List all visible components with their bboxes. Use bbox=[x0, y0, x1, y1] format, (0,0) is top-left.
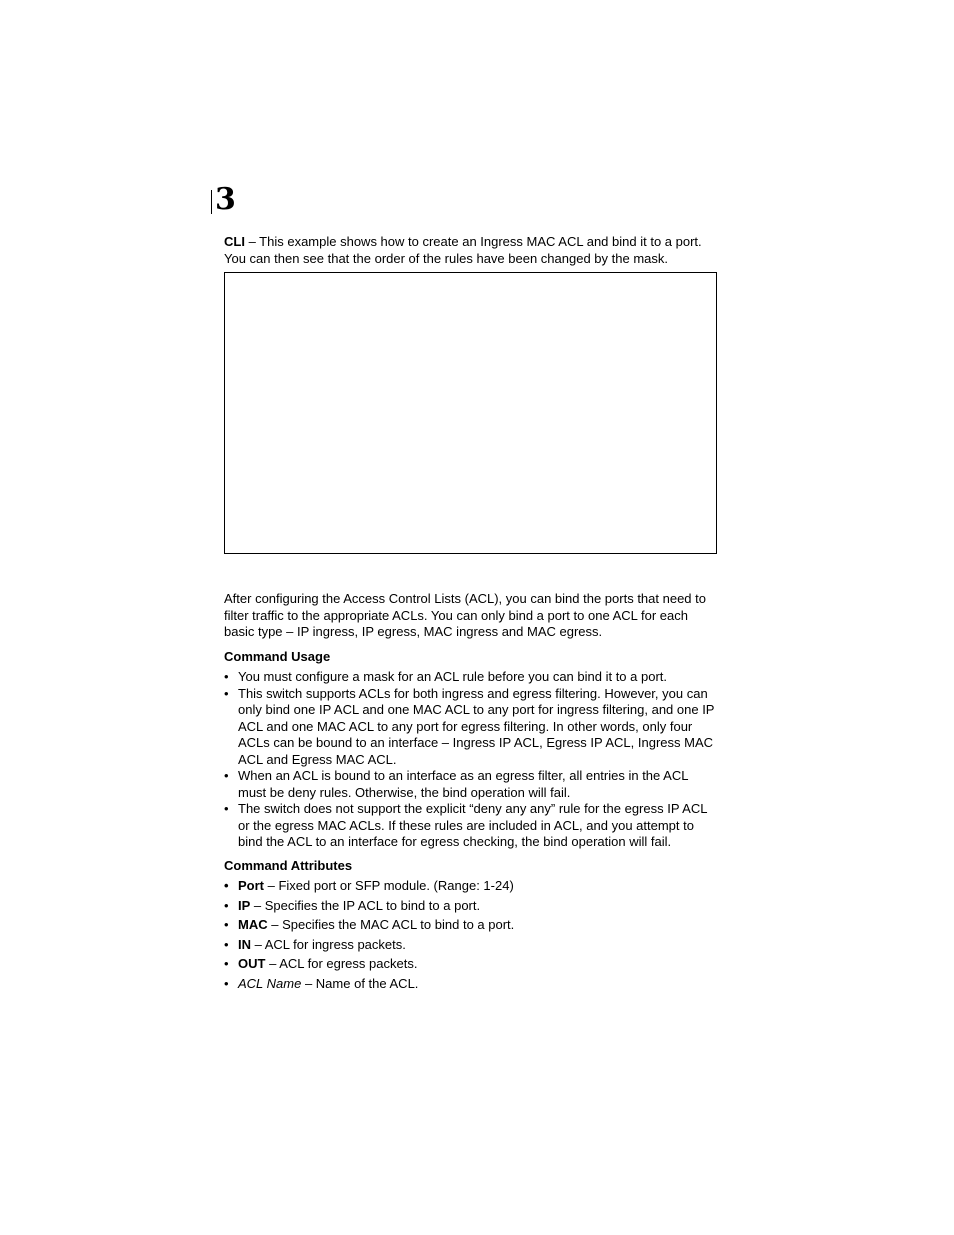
list-item bbox=[224, 937, 719, 954]
list-item bbox=[224, 669, 719, 686]
chapter-bar bbox=[211, 190, 212, 214]
attribute-term: MAC bbox=[238, 917, 268, 932]
cli-intro-text: – This example shows how to create an Ingress MAC ACL and bind it to a port. You can then see that the order of the rules have been changed by the mask. bbox=[224, 234, 702, 266]
bullet: • bbox=[224, 897, 229, 913]
command-attributes-list bbox=[224, 878, 719, 995]
command-usage-list bbox=[224, 669, 719, 851]
command-attributes-heading: Command Attributes bbox=[224, 858, 353, 873]
list-item bbox=[224, 898, 719, 915]
list-item-text: When an ACL is bound to an interface as an egress filter, all entries in the ACL must be deny rules. Otherwise, the bind operation will fail. bbox=[238, 768, 688, 800]
cli-example-box bbox=[224, 272, 717, 554]
attribute-desc: – Fixed port or SFP module. (Range: 1-24) bbox=[264, 878, 514, 893]
cli-label: CLI bbox=[224, 234, 245, 249]
chapter-number-mark bbox=[211, 182, 241, 217]
attribute-desc: – Name of the ACL. bbox=[301, 975, 419, 991]
command-usage-heading: Command Usage bbox=[224, 649, 331, 664]
attribute-desc: – Specifies the IP ACL to bind to a port. bbox=[250, 897, 481, 913]
bullet: • bbox=[224, 801, 229, 816]
attribute-term: Port bbox=[238, 878, 264, 893]
list-item bbox=[224, 768, 719, 801]
attribute-term: ACL Name bbox=[238, 975, 302, 991]
attribute-term: IP bbox=[238, 897, 251, 913]
bullet: • bbox=[224, 917, 229, 932]
bullet: • bbox=[224, 685, 229, 701]
cli-intro bbox=[224, 234, 719, 267]
list-item bbox=[224, 878, 719, 895]
list-item bbox=[224, 917, 719, 934]
bullet: • bbox=[224, 975, 229, 991]
attribute-desc: – ACL for ingress packets. bbox=[251, 936, 406, 952]
list-item bbox=[224, 956, 719, 973]
attribute-desc: – Specifies the MAC ACL to bind to a port. bbox=[267, 917, 515, 932]
list-item bbox=[224, 976, 719, 993]
list-item-text: This switch supports ACLs for both ingress and egress filtering. However, you can only bind one IP ACL and one MAC ACL to any port for ingress filtering, and one IP ACL and one MAC ACL to any port for egress filtering. In other words, only four ACLs can be bound to an interface – Ingress IP ACL, Egress IP ACL, Ingress MAC ACL and Egress MAC ACL. bbox=[238, 685, 715, 767]
bullet: • bbox=[224, 936, 229, 952]
attribute-desc: – ACL for egress packets. bbox=[265, 956, 418, 971]
list-item-text: The switch does not support the explicit “deny any any” rule for the egress IP ACL or the egress MAC ACLs. If these rules are included in ACL, and you attempt to bind the ACL to an interface for egress checking, the bind operation will fail. bbox=[238, 801, 707, 849]
attribute-term: IN bbox=[238, 936, 251, 952]
list-item-text: You must configure a mask for an ACL rule before you can bind it to a port. bbox=[238, 669, 668, 684]
body-paragraph: After configuring the Access Control Lists (ACL), you can bind the ports that need to filter traffic to the appropriate ACLs. You can only bind a port to one ACL for each basic type – IP ingress, IP egress, MAC ingress and MAC egress. bbox=[224, 591, 706, 639]
chapter-number: 3 bbox=[215, 182, 236, 217]
bullet: • bbox=[224, 956, 229, 971]
bullet: • bbox=[224, 878, 229, 893]
bullet: • bbox=[224, 669, 229, 684]
list-item bbox=[224, 686, 719, 769]
attribute-term: OUT bbox=[238, 956, 266, 971]
list-item bbox=[224, 801, 719, 851]
bullet: • bbox=[224, 768, 229, 783]
